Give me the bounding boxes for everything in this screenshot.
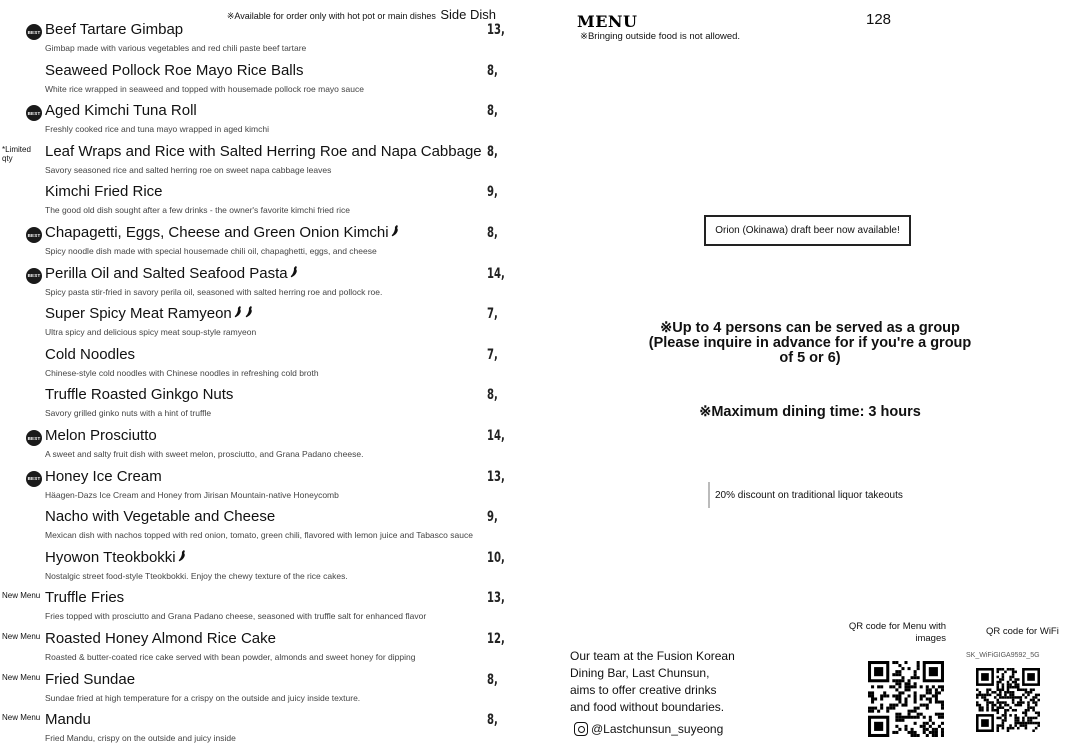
team-statement bbox=[570, 648, 735, 716]
menu-item-name-text: Seaweed Pollock Roe Mayo Rice Balls bbox=[45, 61, 304, 79]
menu-item-name-text: Beef Tartare Gimbap bbox=[45, 21, 184, 38]
menu-item-name-text: Perilla Oil and Salted Seafood Pasta bbox=[45, 264, 288, 282]
menu-item-price: 12, bbox=[487, 631, 505, 647]
menu-item-description: Mexican dish with nachos topped with red onion, tomato, green chili, flavored with lemon juice and Tabasco sauce bbox=[45, 530, 473, 541]
menu-item-price: 9, bbox=[487, 184, 498, 201]
menu-item-price: 7, bbox=[487, 306, 498, 323]
menu-item-description: Häagen-Dazs Ice Cream and Honey from Jirisan Mountain-native Honeycomb bbox=[45, 489, 339, 500]
instagram-icon bbox=[574, 722, 588, 736]
group-notice: ※Up to 4 persons can be served as a group (Please inquire in advance for if you're a group of 5 or 6) bbox=[648, 320, 972, 366]
menu-item-price: 7, bbox=[487, 346, 498, 363]
menu-item bbox=[0, 181, 530, 223]
menu-item-description: The good old dish sought after a few drinks - the owner's favorite kimchi fried rice bbox=[45, 205, 350, 216]
chili-pepper-icon bbox=[178, 549, 187, 565]
menu-item-price: 9, bbox=[487, 509, 498, 526]
qr-wifi-label: QR code for WiFi bbox=[986, 626, 1059, 637]
wifi-ssid: SK_WiFiGIGA9592_5G bbox=[966, 652, 1040, 659]
team-line: Our team at the Fusion Korean bbox=[570, 649, 735, 663]
menu-item bbox=[0, 506, 530, 548]
menu-item-name-text: Mandu bbox=[45, 711, 91, 729]
menu-item-price: 10, bbox=[487, 549, 505, 566]
menu-item-name-text: Truffle Roasted Ginkgo Nuts bbox=[45, 386, 234, 404]
menu-item bbox=[0, 303, 530, 345]
menu-item-price: 8, bbox=[487, 671, 498, 688]
menu-item bbox=[0, 19, 530, 61]
team-line: and food without boundaries. bbox=[570, 700, 725, 714]
menu-item-name bbox=[45, 671, 135, 688]
menu-item-name-text: Aged Kimchi Tuna Roll bbox=[45, 102, 197, 120]
menu-item-price: 8, bbox=[487, 143, 498, 160]
menu-item-name-text: Truffle Fries bbox=[45, 589, 125, 607]
menu-item-name bbox=[45, 346, 135, 363]
outside-food-notice: ※Bringing outside food is not allowed. bbox=[580, 31, 741, 42]
menu-item-price: 13, bbox=[487, 22, 505, 38]
section-title: Side Dish bbox=[440, 7, 496, 22]
menu-item-name-text: Leaf Wraps and Rice with Salted Herring Roe and Napa Cabbage bbox=[45, 142, 482, 160]
menu-item-description: Chinese-style cold noodles with Chinese noodles in refreshing cold broth bbox=[45, 367, 319, 378]
menu-item bbox=[0, 263, 530, 305]
menu-item bbox=[0, 587, 530, 629]
menu-item-description: Roasted & butter-coated rice cake served with bean powder, almonds and sweet honey for dipping bbox=[45, 652, 416, 662]
menu-item-description: A sweet and salty fruit dish with sweet melon, prosciutto, and Grana Padano cheese. bbox=[45, 449, 364, 459]
menu-item-price: 13, bbox=[487, 590, 505, 607]
menu-item-name bbox=[45, 62, 303, 79]
team-line: aims to offer creative drinks bbox=[570, 683, 717, 697]
takeout-discount-notice: 20% discount on traditional liquor takeouts bbox=[708, 482, 913, 508]
menu-item-description: Fried Mandu, crispy on the outside and juicy inside bbox=[45, 733, 236, 744]
menu-item-description: Freshly cooked rice and tuna mayo wrapped in aged kimchi bbox=[45, 124, 269, 135]
order-condition-note: ※Available for order only with hot pot or main dishes bbox=[226, 11, 436, 21]
menu-item bbox=[0, 628, 530, 670]
menu-item-price: 8, bbox=[487, 387, 498, 404]
menu-item-description: Gimbap made with various vegetables and red chili paste beef tartare bbox=[45, 43, 307, 53]
menu-item-price: 8, bbox=[487, 712, 498, 729]
menu-item-description: Ultra spicy and delicious spicy meat soup-style ramyeon bbox=[45, 327, 257, 338]
menu-item-name-text: Super Spicy Meat Ramyeon bbox=[45, 305, 232, 323]
menu-item bbox=[0, 60, 530, 102]
menu-logo: MENU bbox=[577, 12, 638, 31]
menu-item bbox=[0, 344, 530, 386]
menu-item-price: 8, bbox=[487, 103, 498, 120]
menu-item bbox=[0, 141, 530, 183]
info-panel bbox=[540, 0, 1075, 753]
team-line: Dining Bar, Last Chunsun, bbox=[570, 666, 710, 680]
best-badge-icon: BEST bbox=[26, 105, 42, 121]
menu-item-name bbox=[45, 630, 276, 647]
best-badge-icon: BEST bbox=[26, 227, 42, 243]
menu-item-description: Fries topped with prosciutto and Grana Padano cheese, seasoned with truffle salt for enhanced flavor bbox=[45, 611, 427, 622]
menu-item-name bbox=[45, 711, 91, 728]
qr-code-icon[interactable] bbox=[976, 668, 1040, 732]
menu-item-name bbox=[45, 143, 482, 160]
menu-item-description: Nostalgic street food-style Tteokbokki. Enjoy the chewy texture of the rice cakes. bbox=[45, 570, 348, 581]
menu-item-price: 13, bbox=[487, 468, 505, 485]
menu-item-description: Spicy noodle dish made with special housemade chili oil, chapaghetti, eggs, and cheese bbox=[45, 246, 377, 256]
menu-item-description: Savory grilled ginko nuts with a hint of truffle bbox=[45, 408, 212, 419]
instagram-handle[interactable] bbox=[574, 722, 723, 736]
menu-item-name-text: Fried Sundae bbox=[45, 670, 136, 688]
menu-item-price: 14, bbox=[487, 265, 505, 282]
menu-item-name bbox=[45, 102, 197, 119]
menu-item-name-text: Chapagetti, Eggs, Cheese and Green Onion Kimchi bbox=[45, 224, 389, 241]
menu-item-tag: New Menu bbox=[2, 591, 41, 601]
menu-item-name bbox=[45, 508, 275, 525]
best-badge-icon: BEST bbox=[26, 268, 42, 284]
menu-item-name bbox=[45, 183, 163, 200]
menu-item-tag: New Menu bbox=[2, 672, 41, 682]
qr-menu-label: QR code for Menu with images bbox=[848, 621, 946, 644]
menu-item bbox=[0, 547, 530, 589]
menu-item-name bbox=[45, 468, 162, 485]
menu-item-name-text: Kimchi Fried Rice bbox=[45, 183, 163, 201]
best-badge-icon: BEST bbox=[26, 430, 42, 446]
menu-item-name-text: Roasted Honey Almond Rice Cake bbox=[45, 630, 276, 647]
menu-item-name-text: Honey Ice Cream bbox=[45, 467, 162, 485]
menu-item-name bbox=[45, 305, 254, 322]
menu-item bbox=[0, 466, 530, 508]
menu-item-name bbox=[45, 265, 299, 282]
menu-item-tag: *Limited qty bbox=[2, 144, 31, 163]
chili-pepper-icon bbox=[290, 265, 299, 281]
menu-item-description: Spicy pasta stir-fried in savory perila oil, seasoned with salted herring roe and pollock roe. bbox=[45, 286, 383, 297]
menu-item bbox=[0, 425, 530, 467]
menu-item-name bbox=[45, 21, 183, 38]
menu-item-name bbox=[45, 224, 400, 241]
menu-item-name-text: Nacho with Vegetable and Cheese bbox=[45, 508, 276, 526]
menu-item bbox=[0, 669, 530, 711]
qr-code-icon[interactable] bbox=[868, 661, 944, 737]
menu-list-panel bbox=[0, 0, 530, 753]
menu-item-name bbox=[45, 589, 124, 606]
menu-item bbox=[0, 100, 530, 142]
menu-item bbox=[0, 384, 530, 426]
chili-pepper-icon bbox=[234, 305, 243, 321]
menu-item bbox=[0, 709, 530, 751]
dining-time-notice: ※Maximum dining time: 3 hours bbox=[699, 404, 921, 420]
menu-item-price: 8, bbox=[487, 225, 498, 241]
menu-item-name-text: Melon Prosciutto bbox=[45, 427, 157, 444]
menu-item-description: Savory seasoned rice and salted herring roe on sweet napa cabbage leaves bbox=[45, 164, 332, 175]
chili-pepper-icon bbox=[245, 305, 254, 321]
menu-item-name-text: Cold Noodles bbox=[45, 345, 136, 363]
instagram-text: @Lastchunsun_suyeong bbox=[591, 722, 724, 736]
menu-item-name-text: Hyowon Tteokbokki bbox=[45, 548, 176, 566]
chili-pepper-icon bbox=[391, 224, 400, 240]
page-number: 128 bbox=[866, 11, 892, 28]
menu-item-tag: New Menu bbox=[2, 632, 41, 641]
menu-item-description: White rice wrapped in seaweed and topped with housemade pollock roe mayo sauce bbox=[45, 83, 364, 94]
beer-notice: Orion (Okinawa) draft beer now available! bbox=[704, 215, 911, 246]
menu-item-name bbox=[45, 549, 187, 566]
menu-item-description: Sundae fried at high temperature for a crispy on the outside and juicy inside texture. bbox=[45, 692, 361, 703]
menu-item-price: 8, bbox=[487, 62, 498, 79]
menu-item-tag: New Menu bbox=[2, 713, 41, 723]
menu-item bbox=[0, 222, 530, 264]
menu-item-price: 14, bbox=[487, 428, 505, 444]
best-badge-icon: BEST bbox=[26, 471, 42, 487]
menu-item-name bbox=[45, 386, 233, 403]
menu-item-name bbox=[45, 427, 157, 444]
best-badge-icon: BEST bbox=[26, 24, 42, 40]
